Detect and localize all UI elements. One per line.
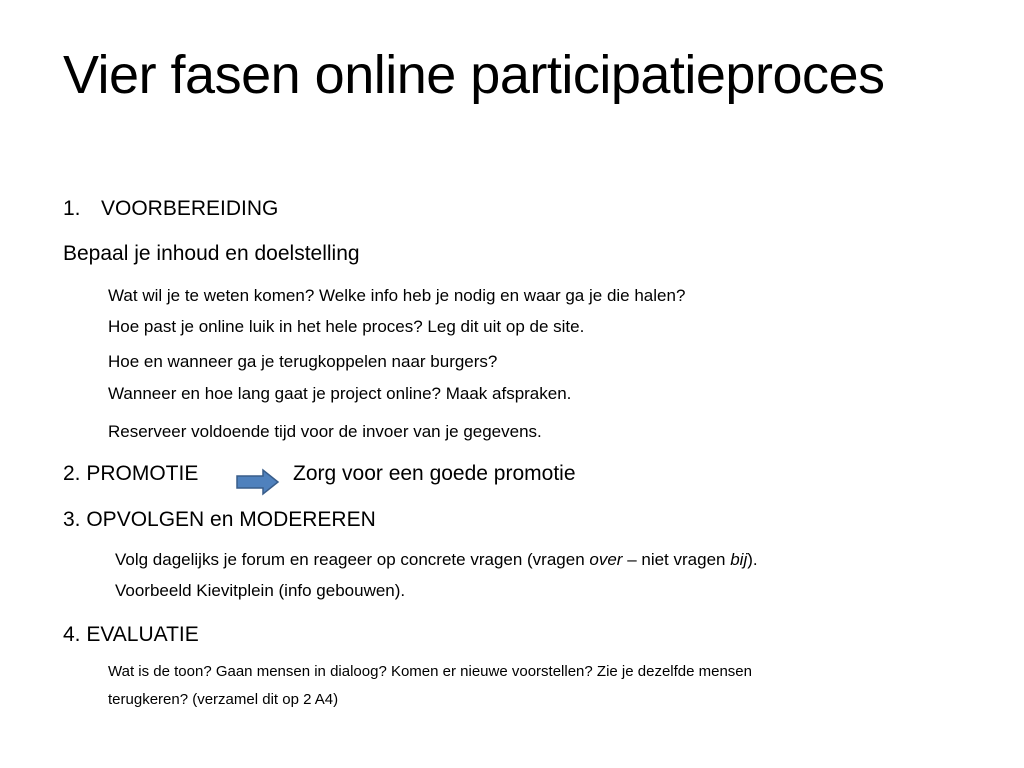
phase1-subheading: Bepaal je inhoud en doelstelling <box>63 242 360 265</box>
phase3-line-2: Voorbeeld Kievitplein (info gebouwen). <box>115 581 406 600</box>
phase3-line1-emphasis-over: over <box>589 550 623 569</box>
phase1-heading-text: VOORBEREIDING <box>101 197 279 220</box>
phase4-line-2: terugkeren? (verzamel dit op 2 A4) <box>108 691 339 708</box>
phase3-line1-part-a: Volg dagelijks je forum en reageer op concrete vragen (vragen <box>115 550 590 569</box>
phase1-line-4: Wanneer en hoe lang gaat je project online? Maak afspraken. <box>108 384 572 403</box>
phase1-line-5: Reserveer voldoende tijd voor de invoer van je gegevens. <box>108 422 542 441</box>
phase2-heading: 2. PROMOTIE <box>63 462 199 485</box>
phase3-heading: 3. OPVOLGEN en MODEREREN <box>63 508 376 531</box>
arrow-shape <box>237 470 278 494</box>
phase2-text: Zorg voor een goede promotie <box>293 462 576 485</box>
slide-title: Vier fasen online participatieproces <box>63 45 885 105</box>
phase3-line1-emphasis-bij: bij <box>730 550 748 569</box>
phase1-number: 1. <box>63 197 81 220</box>
phase1-line-2: Hoe past je online luik in het hele proces? Leg dit uit op de site. <box>108 317 585 336</box>
phase4-heading: 4. EVALUATIE <box>63 623 199 646</box>
phase3-line-1 <box>115 549 758 571</box>
phase1-line-3: Hoe en wanneer ga je terugkoppelen naar burgers? <box>108 352 498 371</box>
phase1-heading <box>63 195 278 223</box>
phase3-line1-part-c: ). <box>747 550 758 569</box>
phase3-line1-part-b: – niet vragen <box>622 550 731 569</box>
phase4-line-1: Wat is de toon? Gaan mensen in dialoog? Komen er nieuwe voorstellen? Zie je dezelfde mensen <box>108 663 752 680</box>
right-arrow-icon <box>236 468 280 496</box>
phase1-line-1: Wat wil je te weten komen? Welke info heb je nodig en waar ga je die halen? <box>108 286 686 305</box>
